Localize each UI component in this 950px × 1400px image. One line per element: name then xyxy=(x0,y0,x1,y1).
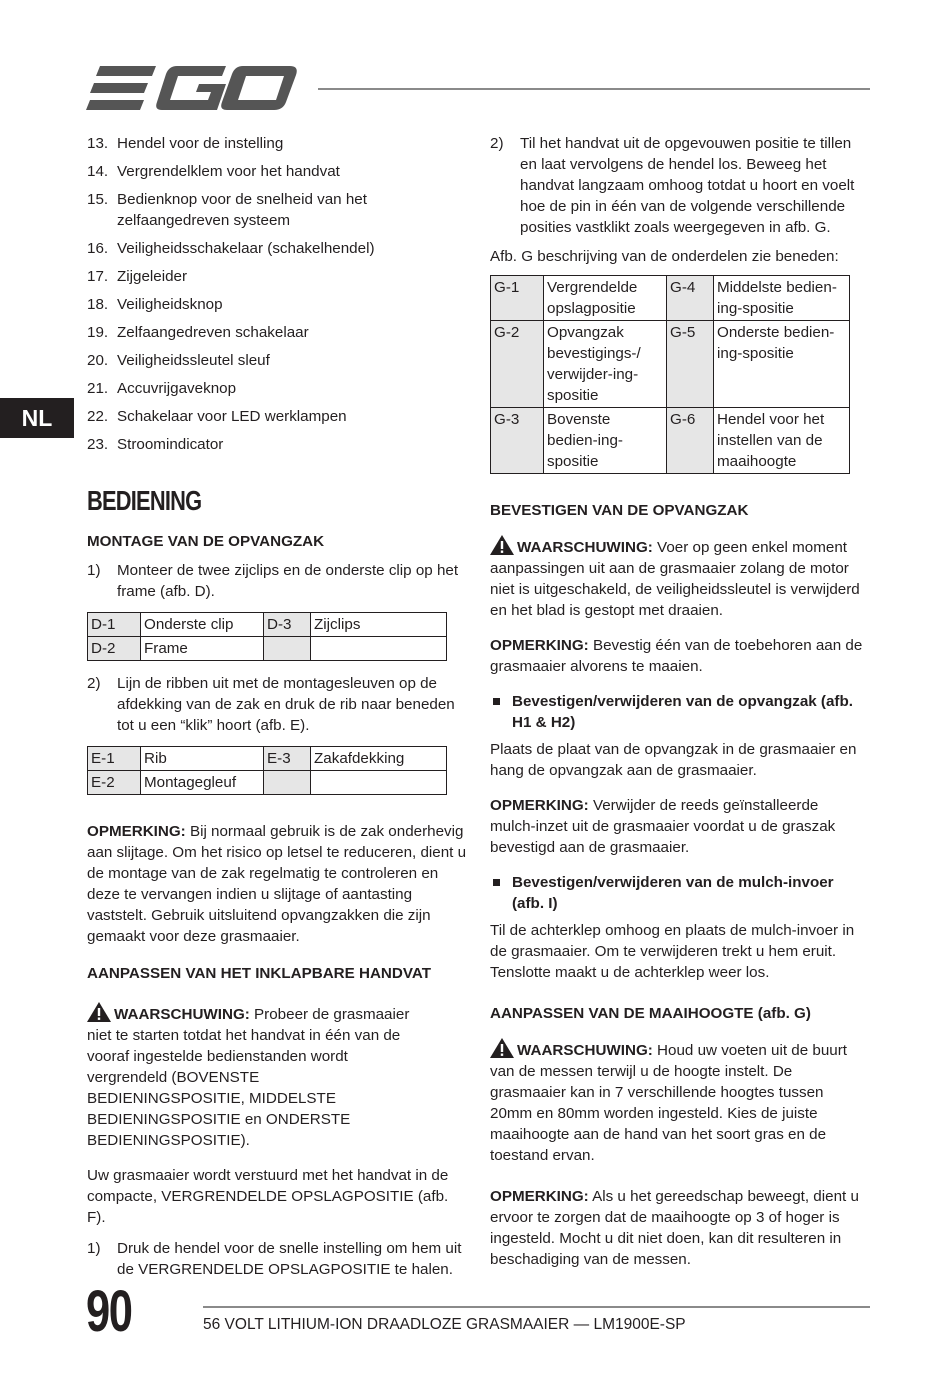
list-item: 20. Veiligheidssleutel sleuf xyxy=(87,352,270,369)
para-2: Plaats de plaat van de opvangzak in de grasmaaier en hang de opvangzak aan de grasmaaier. xyxy=(490,741,857,779)
note-4: OPMERKING: Als u het gereedschap beweegt, dient u ervoor te zorgen dat de maaihoogte op 3 of hoger is ingesteld. Mocht u dit niet doen, kan dit resulteren in beschadiging van de messen. xyxy=(490,1188,859,1268)
montage-title: MONTAGE VAN DE OPVANGZAK xyxy=(87,533,325,550)
list-item: 22. Schakelaar voor LED werklampen xyxy=(87,408,347,425)
table-row: E-1 Rib E-3 Zakafdekking xyxy=(88,747,447,771)
table-g-caption: Afb. G beschrijving van de onderdelen zie beneden: xyxy=(490,248,839,265)
table-d xyxy=(87,612,447,661)
step-r2: 2) Til het handvat uit de opgevouwen positie te tillen en laat vervolgens de hendel los. Beweeg het handvat langzaam omhoog totdat u hoort en voelt hoe de pin in één van de volgende verschillende posities vastklikt zoals weergegeven in afb. G. xyxy=(490,135,855,236)
table-row: G-3 Bovenste bedien-ing-spositie G-6 Hendel voor het instellen van de maaihoogte xyxy=(491,408,850,474)
maaihoogte-title: AANPASSEN VAN DE MAAIHOOGTE (afb. G) xyxy=(490,1005,811,1022)
para-1: Uw grasmaaier wordt verstuurd met het handvat in de compacte, VERGRENDELDE OPSLAGPOSITIE (afb. F). xyxy=(87,1167,449,1226)
language-tab: NL xyxy=(0,398,74,438)
footer-rule xyxy=(203,1306,870,1308)
table-e xyxy=(87,746,447,795)
bullet-icon xyxy=(493,879,500,886)
warning-icon xyxy=(87,1002,111,1022)
list-item: 23. Stroomindicator xyxy=(87,436,224,453)
page-number: 90 xyxy=(86,1279,132,1344)
note-2: OPMERKING: Bevestig één van de toebehoren aan de grasmaaier alvorens te maaien. xyxy=(490,637,863,675)
list-item: 17. Zijgeleider xyxy=(87,268,188,285)
step-1: 1) Monteer de twee zijclips en de onderste clip op het frame (afb. D). xyxy=(87,562,459,600)
warning-icon xyxy=(490,1038,514,1058)
table-row: G-2 Opvangzak bevestigings-/ verwijder-ing-spositie G-5 Onderste bedien-ing-spositie xyxy=(491,321,850,408)
warning-2: WAARSCHUWING: Voer op geen enkel moment aanpassingen uit aan de grasmaaier zolang de motor niet is uitgeschakeld, de veiligheidssleutel is verwijderd en het blad is gestopt met draaien. xyxy=(490,535,868,621)
header-rule xyxy=(318,88,870,90)
warning-icon xyxy=(490,535,514,555)
para-3: Til de achterklep omhoog en plaats de mulch-invoer in de grasmaaier. Om te verwijderen trekt u hem eruit. Tenslotte maakt u de achterklep weer los. xyxy=(490,922,855,981)
note-3: OPMERKING: Verwijder de reeds geïnstalleerde mulch-inzet uit de grasmaaier voordat u de graszak bevestigd aan de grasmaaier. xyxy=(490,797,836,856)
table-row: G-1 Vergrendelde opslagpositie G-4 Middelste bedien-ing-spositie xyxy=(491,276,850,321)
list-item: 16. Veiligheidsschakelaar (schakelhendel) xyxy=(87,240,375,257)
table-row: D-2 Frame xyxy=(88,637,447,661)
warning-1: WAARSCHUWING: Probeer de grasmaaier niet te starten totdat het handvat in één van de vooraf ingestelde bedienstanden wordt vergrendeld (BOVENSTE BEDIENINGSPOSITIE, MIDDELSTE BEDIENINGSPOSITIE en ONDERSTE BEDIENINGSPOSITIE). xyxy=(87,1002,412,1151)
ego-logo xyxy=(86,64,298,114)
step-2: 2) Lijn de ribben uit met de montagesleuven op de afdekking van de zak en druk de rib naar beneden tot u een “klik” hoort (afb. E). xyxy=(87,675,455,734)
table-row: D-1 Onderste clip D-3 Zijclips xyxy=(88,613,447,637)
list-item: 19. Zelfaangedreven schakelaar xyxy=(87,324,309,341)
section-title: BEDIENING xyxy=(87,485,202,516)
footer-title: 56 VOLT LITHIUM-ION DRAADLOZE GRASMAAIER — LM1900E-SP xyxy=(203,1316,686,1333)
right-column xyxy=(490,133,868,1270)
bullet-2: Bevestigen/verwijderen van de mulch-invoer (afb. I) xyxy=(490,872,868,914)
bevestigen-title: BEVESTIGEN VAN DE OPVANGZAK xyxy=(490,502,749,519)
logo-text: EGO xyxy=(86,64,89,65)
handvat-title: AANPASSEN VAN HET INKLAPBARE HANDVAT xyxy=(87,965,431,982)
step-3: 1) Druk de hendel voor de snelle instelling om hem uit de VERGRENDELDE OPSLAGPOSITIE te halen. xyxy=(87,1240,462,1278)
table-row: E-2 Montagegleuf xyxy=(88,771,447,795)
list-item: 15. Bedienknop voor de snelheid van het zelfaangedreven systeem xyxy=(87,191,367,229)
list-item: 18. Veiligheidsknop xyxy=(87,296,223,313)
note-1: OPMERKING: Bij normaal gebruik is de zak onderhevig aan slijtage. Om het risico op letsel te reduceren, dient u de montage van de zak regelmatig te controleren en deze te vervangen indien u slijtage of aantasting vaststelt. Gebruik uitsluitend opvangzakken die zijn gemaakt voor deze grasmaaier. xyxy=(87,823,467,945)
list-item: 21. Accuvrijgaveknop xyxy=(87,380,237,397)
list-item: 13. Hendel voor de instelling xyxy=(87,135,284,152)
bullet-icon xyxy=(493,698,500,705)
table-g xyxy=(490,275,850,474)
list-item: 14. Vergrendelklem voor het handvat xyxy=(87,163,340,180)
parts-list xyxy=(87,133,467,455)
bullet-1: Bevestigen/verwijderen van de opvangzak (afb. H1 & H2) xyxy=(490,691,868,733)
warning-3: WAARSCHUWING: Houd uw voeten uit de buurt van de messen terwijl u de hoogte instelt. De grasmaaier kan in 7 verschillende hoogtes tussen 20mm en 80mm worden ingesteld. Kies de juiste maaihoogte aan de hand van het soort gras en de toestand ervan. xyxy=(490,1038,868,1166)
left-column xyxy=(87,133,467,1280)
